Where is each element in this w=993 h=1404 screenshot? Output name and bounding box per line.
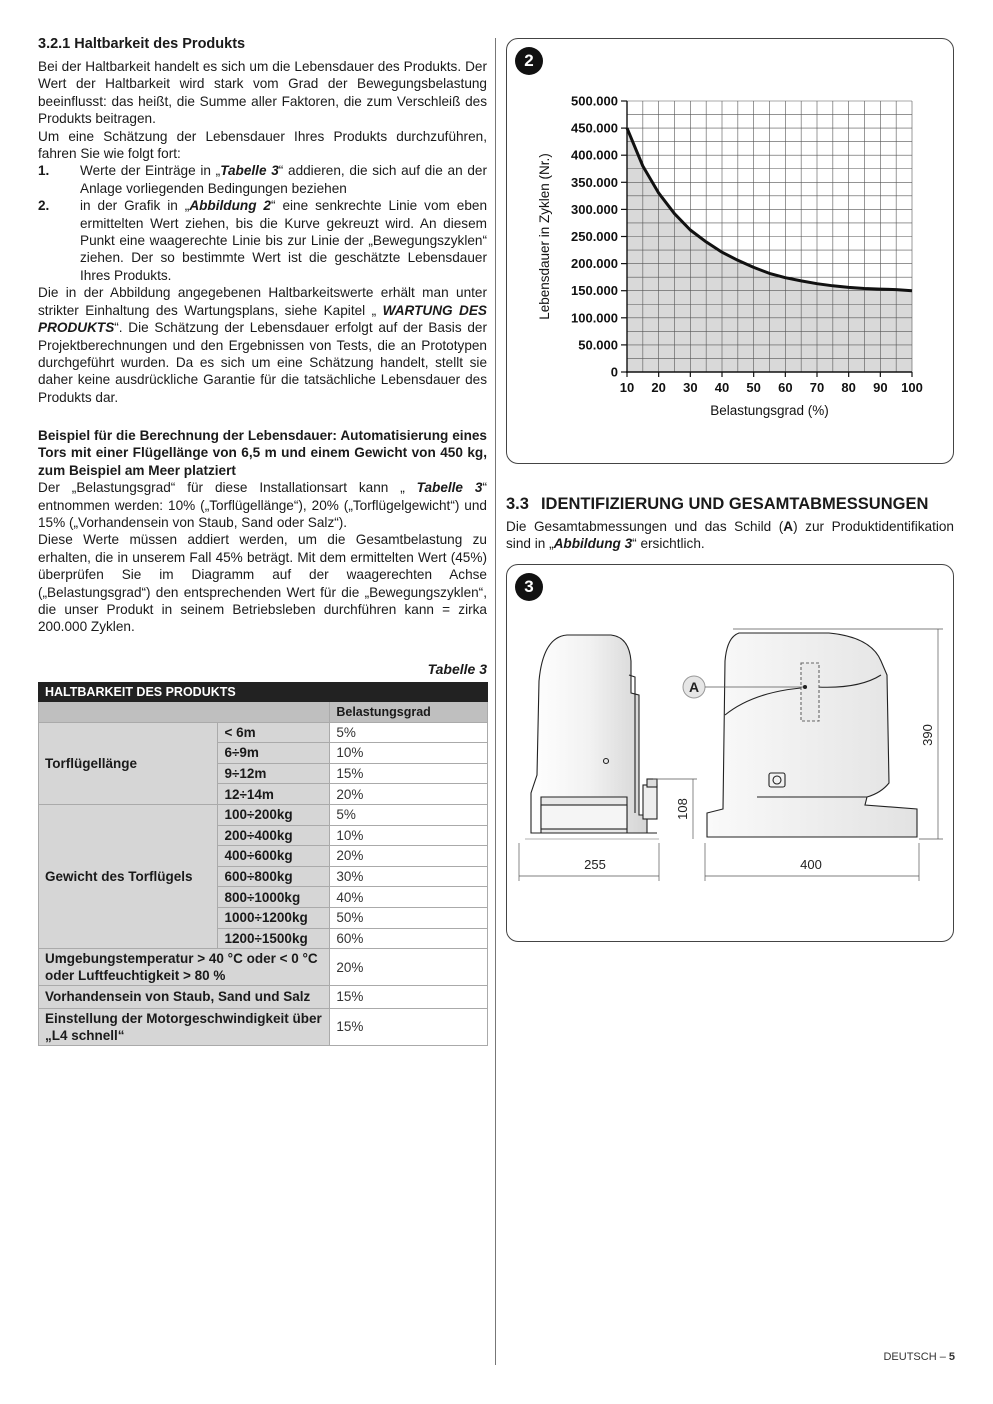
table-header-load: Belastungsgrad <box>330 702 488 723</box>
table-ref-link: Tabelle 3 <box>220 163 279 179</box>
section-number: 3.3 <box>506 495 529 513</box>
figure-badge: 2 <box>515 47 543 75</box>
section-body <box>38 58 487 406</box>
table-row <box>39 1008 488 1045</box>
table-group-label: Torflügellänge <box>39 722 218 804</box>
durability-chart <box>507 39 953 463</box>
chart-y-tick-label: 100.000 <box>571 310 618 326</box>
chart-y-tick-label: 250.000 <box>571 229 618 244</box>
steps-list <box>38 162 487 284</box>
section-33-heading <box>506 495 928 514</box>
chart-y-tick-label: 300.000 <box>571 201 618 217</box>
chart-y-axis-title: Lebensdauer in Zyklen (Nr.) <box>537 153 552 320</box>
table-sub-label: 1200÷1500kg <box>218 928 330 949</box>
table-sub-label: 100÷200kg <box>218 804 330 825</box>
table-sub-label: 1000÷1200kg <box>218 907 330 928</box>
paragraph-maintenance: Die in der Abbildung angegebenen Haltbarkeitswerte erhält man unter strikter Einhaltung des Wartungsplans, siehe Kapitel „ WARTUNG DES PRODUKTS“. Die Schätzung der Lebensdauer erfolgt auf der Basis der Projektberechnungen und den Ergebnissen von Tests, die an Prototypen durchgeführt wurden. Da es sich um eine Schätzung handelt, stellt sie daher keine ausdrückliche Garantie für die tatsächliche Lebensdauer des Produkts dar. <box>38 285 487 405</box>
table-value: 15% <box>330 986 488 1009</box>
chart-y-tick-label: 450.000 <box>571 120 618 136</box>
table-value: 50% <box>330 907 488 928</box>
table-title: HALTBARKEIT DES PRODUKTS <box>39 683 488 702</box>
chapter-ref: WARTUNG DES PRODUKTS <box>38 302 487 336</box>
table-value: 20% <box>330 949 488 986</box>
chart-x-tick-label: 20 <box>651 380 666 395</box>
footer-language: DEUTSCH – <box>883 1351 949 1363</box>
table-row <box>39 722 488 743</box>
table-sub-label: 800÷1000kg <box>218 887 330 908</box>
dim-depth-label: 255 <box>584 857 606 872</box>
figure-ref-link: Abbildung 2 <box>189 198 271 214</box>
table-sub-label: 200÷400kg <box>218 825 330 846</box>
table-sub-label: 400÷600kg <box>218 846 330 867</box>
paragraph-procedure: Um eine Schätzung der Lebensdauer Ihres Produkts durchzuführen, fahren Sie wie folgt fort: <box>38 128 487 162</box>
table-value: 30% <box>330 866 488 887</box>
chart-x-tick-label: 80 <box>841 380 856 395</box>
chart-x-tick-label: 50 <box>746 380 761 395</box>
example-block <box>38 427 487 636</box>
table-value: 5% <box>330 722 488 743</box>
table-row <box>39 949 488 986</box>
figure-2-panel <box>506 38 954 464</box>
table-value: 20% <box>330 846 488 867</box>
chart-x-axis-title: Belastungsgrad (%) <box>710 403 829 418</box>
table-group-label: Gewicht des Torflügels <box>39 804 218 948</box>
example-heading: Beispiel für die Berechnung der Lebensdauer: Automatisierung eines Tors mit einer Flügellänge von 6,5 m und einem Gewicht von 450 kg, zum Beispiel am Meer platziert <box>38 428 487 478</box>
durability-table-wrap <box>38 682 488 1046</box>
section-heading: 3.2.1 Haltbarkeit des Produkts <box>38 36 246 52</box>
table-sub-label: 9÷12m <box>218 763 330 784</box>
chart-x-tick-label: 90 <box>873 380 888 395</box>
chart-x-tick-label: 10 <box>619 380 635 395</box>
table-sub-label: 6÷9m <box>218 743 330 764</box>
table-value: 10% <box>330 825 488 846</box>
page-footer <box>883 1351 955 1363</box>
chart-x-tick-label: 30 <box>683 380 698 395</box>
table-value: 60% <box>330 928 488 949</box>
chart-y-tick-label: 500.000 <box>571 93 618 109</box>
figure-3-ref: Abbildung 3 <box>553 536 633 552</box>
dim-width-label: 400 <box>800 857 822 872</box>
table-value: 15% <box>330 763 488 784</box>
table-ref: Tabelle 3 <box>416 480 483 496</box>
table-condition-label: Vorhandensein von Staub, Sand und Salz <box>39 986 330 1009</box>
table-sub-label: < 6m <box>218 722 330 743</box>
step-1: 1. Werte der Einträge in „Tabelle 3“ addieren, die sich auf die an der Anlage vorliegenden Bedingungen beziehen <box>38 163 487 196</box>
durability-table <box>38 682 488 1046</box>
chart-x-tick-label: 100 <box>901 380 923 395</box>
chart-y-tick-label: 350.000 <box>571 174 618 190</box>
dim-base-label: 108 <box>675 798 690 820</box>
table-sub-label: 12÷14m <box>218 784 330 805</box>
table-value: 10% <box>330 743 488 764</box>
chart-x-tick-label: 40 <box>714 380 730 395</box>
column-divider <box>495 38 496 1365</box>
section-33-text: Die Gesamtabmessungen und das Schild (A) zur Produktidentifikation sind in „Abbildung 3“ ersichtlich. <box>506 519 954 552</box>
chart-y-tick-label: 400.000 <box>571 147 618 163</box>
paragraph-intro: Bei der Haltbarkeit handelt es sich um die Lebensdauer des Produkts. Der Wert der Haltbarkeit wird stark vom Grad der Bewegungsbelastung beeinflusst: das heißt, die Summe aller Faktoren, die zum Verschleiß des Produkts beitragen. <box>38 59 487 127</box>
table-header-blank <box>39 702 330 723</box>
table-row <box>39 986 488 1009</box>
paragraph-example-result: Diese Werte müssen addiert werden, um die Gesamtbelastung zu erhalten, die in unserem Fall 45% beträgt. Mit dem ermittelten Wert (45%) überprüfen Sie im Diagramm auf der waagerechten Achse („Belastungsgrad“) den entsprechenden Wert für die „Bewegungszyklen“, die unser Produkt in seinem Betriebsleben durchführen kann = zirka 200.000 Zyklen. <box>38 532 487 635</box>
chart-y-tick-label: 200.000 <box>571 256 618 272</box>
chart-y-tick-label: 0 <box>610 364 618 380</box>
table-value: 20% <box>330 784 488 805</box>
figure-3-panel <box>506 564 954 942</box>
table-condition-label: Einstellung der Motorgeschwindigkeit über „L4 schnell“ <box>39 1008 330 1045</box>
paragraph-example: Der „Belastungsgrad“ für diese Installationsart kann „ Tabelle 3“ entnommen werden: 10% („Torflügellänge“), 20% („Torflügelgewicht“) und 15% („Vorhandensein von Staub, Sand oder Salz“). <box>38 480 487 531</box>
chart-x-tick-label: 70 <box>809 380 825 395</box>
step-2: 2. in der Grafik in „Abbildung 2“ eine senkrechte Linie vom eben ermittelten Wert ziehen, bis die Kurve gekreuzt wird. An diesem Punkt eine waagerechte Linie bis zur Linie der „Bewegungszyklen“ ziehen. Der so bestimmte Wert ist die geschätzte Lebensdauer Ihres Produkts. <box>38 198 488 283</box>
dimension-drawing <box>507 565 953 941</box>
figure-badge: 3 <box>515 573 543 601</box>
dim-height-label: 390 <box>920 724 935 746</box>
chart-x-tick-label: 60 <box>778 380 793 395</box>
chart-y-tick-label: 150.000 <box>571 283 618 299</box>
table-caption: Tabelle 3 <box>427 661 487 677</box>
page-number: 5 <box>948 1351 955 1363</box>
label-a-text: A <box>688 679 700 695</box>
motor-front-view <box>707 633 917 837</box>
section-title: IDENTIFIZIERUNG UND GESAMTABMESSUNGEN <box>540 495 929 513</box>
table-value: 15% <box>330 1008 488 1045</box>
chart-y-tick-label: 50.000 <box>578 337 618 353</box>
table-row <box>39 804 488 825</box>
table-value: 40% <box>330 887 488 908</box>
table-value: 5% <box>330 804 488 825</box>
table-sub-label: 600÷800kg <box>218 866 330 887</box>
table-condition-label: Umgebungstemperatur > 40 °C oder < 0 °C oder Luftfeuchtigkeit > 80 % <box>39 949 330 986</box>
motor-side-view <box>525 635 659 839</box>
